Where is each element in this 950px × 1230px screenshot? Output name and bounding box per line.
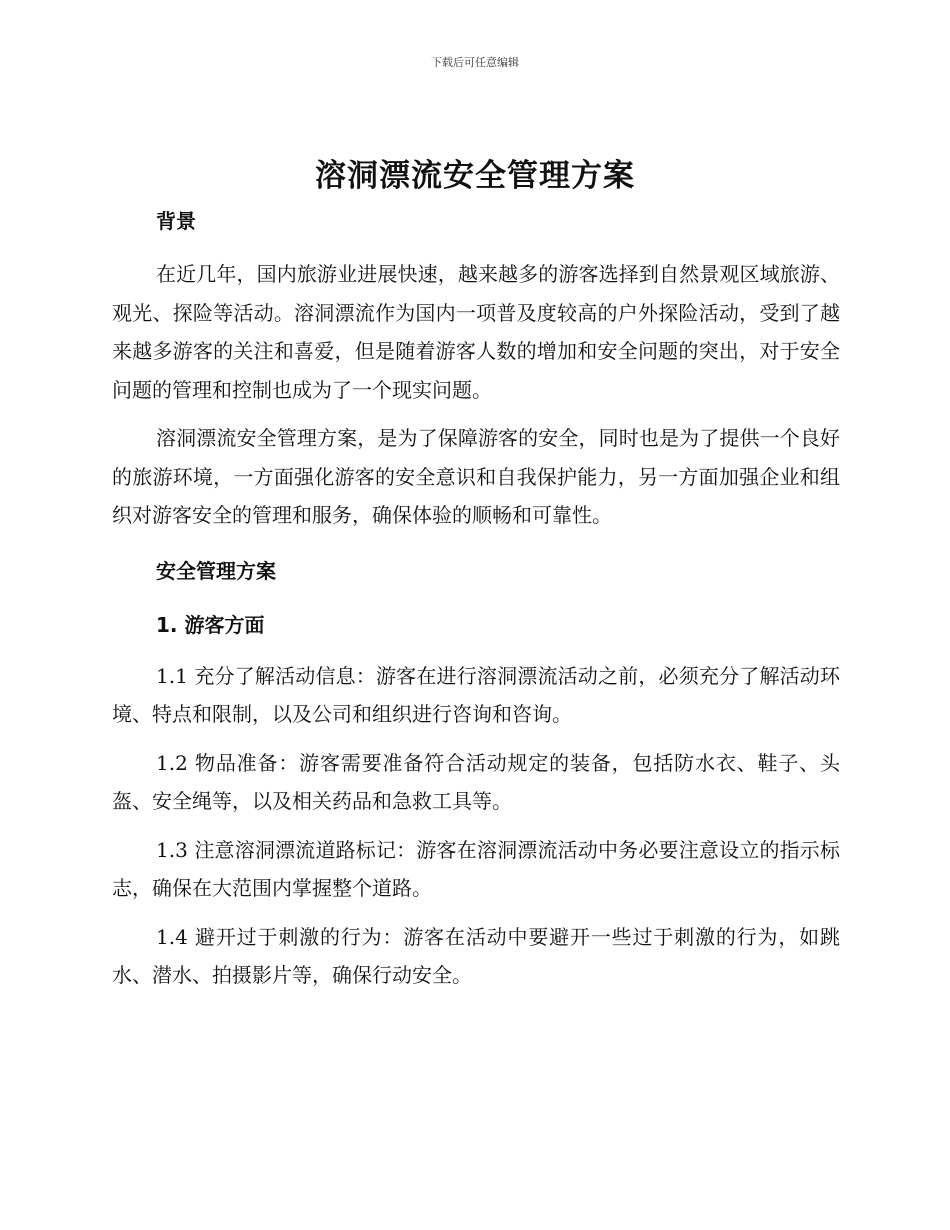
section-heading-plan: 安全管理方案 [156, 558, 276, 583]
section-heading-background: 背景 [156, 209, 196, 233]
document-body [112, 205, 840, 1005]
paragraph-background-1: 在近几年，国内旅游业进展快速，越来越多的游客选择到自然景观区域旅游、观光、探险等活动。溶洞漂流作为国内一项普及度较高的户外探险活动，受到了越来越多游客的关注和喜爱，但是随着游客人数的增加和安全问题的突出，对于安全问题的管理和控制也成为了一个现实问题。 [112, 262, 840, 402]
paragraph-background-2: 溶洞漂流安全管理方案，是为了保障游客的安全，同时也是为了提供一个良好的旅游环境，一方面强化游客的安全意识和自我保护能力，另一方面加强企业和组织对游客安全的管理和服务，确保体验的顺畅和可靠性。 [112, 426, 840, 527]
list-item-1-1: 1.1 充分了解活动信息：游客在进行溶洞漂流活动之前，必须充分了解活动环境、特点和限制，以及公司和组织进行咨询和咨询。 [112, 663, 840, 726]
list-item-1-2: 1.2 物品准备：游客需要准备符合活动规定的装备，包括防水衣、鞋子、头盔、安全绳等，以及相关药品和急救工具等。 [112, 750, 840, 813]
list-item-1-3: 1.3 注意溶洞漂流道路标记：游客在溶洞漂流活动中务必要注意设立的指示标志，确保在大范围内掌握整个道路。 [112, 837, 840, 900]
header-note: 下载后可任意编辑 [431, 56, 519, 69]
document-title: 溶洞漂流安全管理方案 [315, 158, 635, 194]
list-item-1-4: 1.4 避开过于刺激的行为：游客在活动中要避开一些过于刺激的行为，如跳水、潜水、拍摄影片等，确保行动安全。 [112, 924, 840, 987]
section-heading-tourist: 1. 游客方面 [156, 612, 265, 637]
